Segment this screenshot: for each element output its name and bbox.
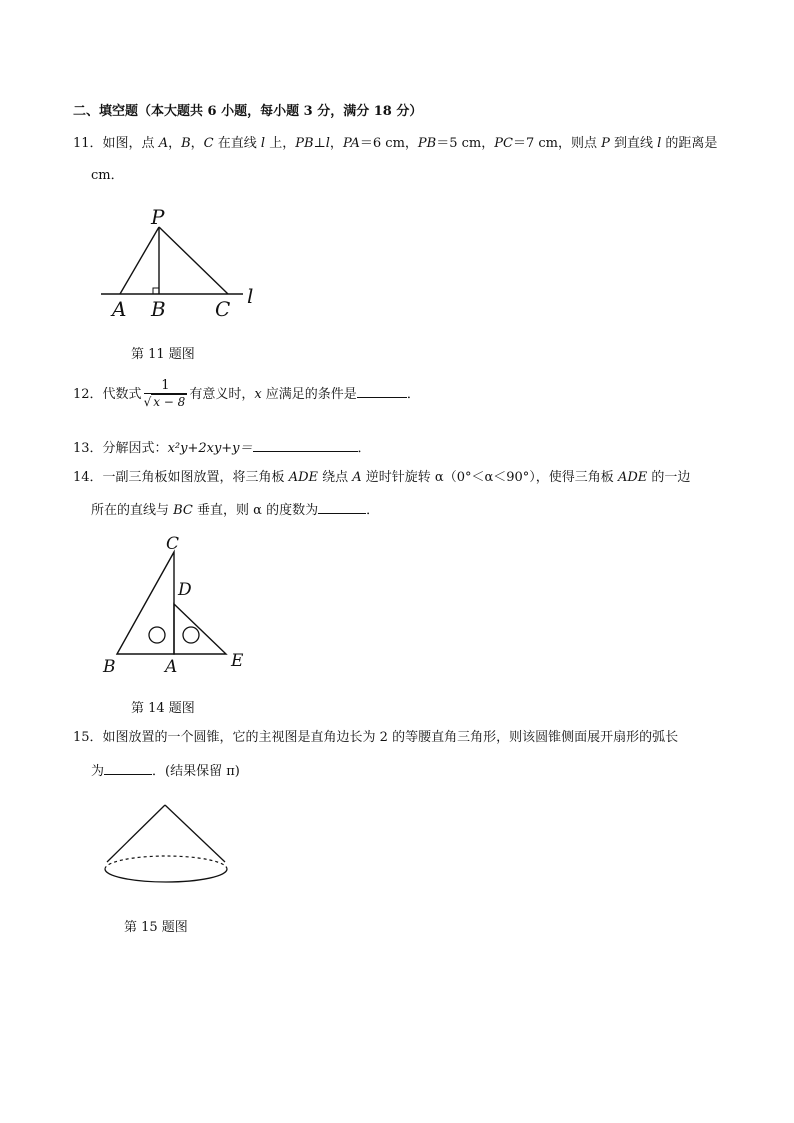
q11-pb: PB [295,136,314,151]
q12-text: 代数式 [102,387,142,402]
question-13 [73,439,371,457]
q15-answer-blank[interactable] [104,762,152,775]
q14-text: 逆时针旋转 α（0°＜α＜90°），使得三角板 [361,470,618,485]
question-15-line-1 [73,730,678,746]
fig11-label-a: A [112,297,127,321]
figure-14-caption: 第 14 题图 [131,701,195,716]
section-title: 二、填空题（本大题共 6 小题，每小题 3 分，满分 18 分） [73,104,423,119]
q14-text: 一副三角板如图放置，将三角板 [102,470,289,485]
q14-text: 绕点 [318,470,353,485]
q11-pc: PC [494,136,513,151]
figure-15-caption: 第 15 题图 [124,920,188,935]
question-12 [73,378,420,414]
q12-number: 12． [73,387,103,402]
q11-sep: ， [190,136,204,151]
q15-text: 如图放置的一个圆锥，它的主视图是直角边长为 2 的等腰直角三角形，则该圆锥侧面展开扇形的弧长 [102,730,679,745]
q14-triangle-ade: ADE [617,470,648,485]
q14-text: 所在的直线与 [91,503,174,518]
question-14-line-1 [73,470,690,486]
q13-end: ． [357,441,371,456]
q12-answer-blank[interactable] [357,385,407,398]
q12-text: 应满足的条件是 [261,387,357,402]
q13-text: 分解因式： [102,441,168,456]
q14-triangle-ade: ADE [288,470,318,485]
question-11-line-2: cm． [91,168,124,183]
q11-point-p: P [601,136,610,151]
fig15-base-front [105,869,227,882]
fig14-label-b: B [103,657,116,677]
question-11-line-1 [73,136,717,152]
q11-line-l: l [325,136,330,151]
q14-segment-bc: BC [173,503,193,518]
fig14-label-e: E [231,651,244,671]
q12-fraction [144,379,188,410]
fig11-label-c: C [215,297,231,321]
figure-15 [100,800,235,892]
q11-sep: ， [329,136,343,151]
q11-text: 到直线 [609,136,658,151]
q12-sqrt-symbol: √ [143,395,152,409]
q11-text: 在直线 [213,136,261,151]
fig14-hole-right [183,627,199,643]
fig15-cone-left-edge [107,805,165,862]
q13-number: 13． [73,441,103,456]
q14-point-a: A [352,470,362,485]
q12-text: 有意义时， [189,387,255,402]
q12-end: ． [406,387,420,402]
question-14-line-2 [91,501,379,519]
q11-point-b: B [181,136,191,151]
fig14-triangle-ade [174,604,226,654]
q11-text: 的距离是 [661,136,718,151]
q15-text: ．(结果保留 π) [152,764,240,779]
fig14-label-c: C [166,534,180,554]
q11-sep: ， [168,136,182,151]
question-15-line-2 [91,762,240,780]
q14-end: ． [366,503,380,518]
q11-line-l: l [260,136,266,151]
fig14-hole-left [149,627,165,643]
figure-11 [95,200,275,325]
q11-pc-value: ＝7 cm，则点 [512,136,602,151]
q15-number: 15． [73,730,103,745]
q11-point-c: C [203,136,214,151]
fig14-label-a: A [165,657,178,677]
fig15-base-back-dashed [105,856,227,869]
q11-number: 11． [73,136,103,151]
q14-text: 的一边 [647,470,691,485]
q11-text: 如图，点 [102,136,159,151]
fig14-label-d: D [178,580,192,600]
fig14-triangle-abc [117,552,174,654]
q13-answer-blank[interactable] [253,439,358,452]
q14-answer-blank[interactable] [318,501,366,514]
q12-denominator [144,394,188,410]
q12-radicand: x − 8 [153,395,186,409]
fig11-label-b: B [151,297,166,321]
figure-11-caption: 第 11 题图 [131,347,195,362]
q12-numerator: 1 [144,379,188,394]
q11-text: 上， [265,136,296,151]
fig11-right-angle-mark [153,288,159,294]
q11-pb-value: ＝5 cm， [436,136,495,151]
fig11-segment-pc [159,227,228,294]
q11-pb: PB [417,136,437,151]
q14-number: 14． [73,470,103,485]
figure-14 [95,532,255,680]
q13-expression: x²y+2xy+y＝ [167,441,253,456]
q11-point-a: A [158,136,169,151]
fig11-label-p: P [151,205,165,229]
q11-pa: PA [342,136,360,151]
fig11-label-l: l [247,284,254,308]
q11-perp-symbol: ⊥ [313,136,326,151]
fig15-cone-right-edge [165,805,225,862]
q15-text: 为 [91,764,105,779]
q12-variable-x: x [254,387,262,402]
q11-pa-value: ＝6 cm， [359,136,418,151]
fig11-segment-pa [120,227,159,294]
q14-text: 垂直，则 α 的度数为 [192,503,319,518]
q11-line-l: l [657,136,662,151]
